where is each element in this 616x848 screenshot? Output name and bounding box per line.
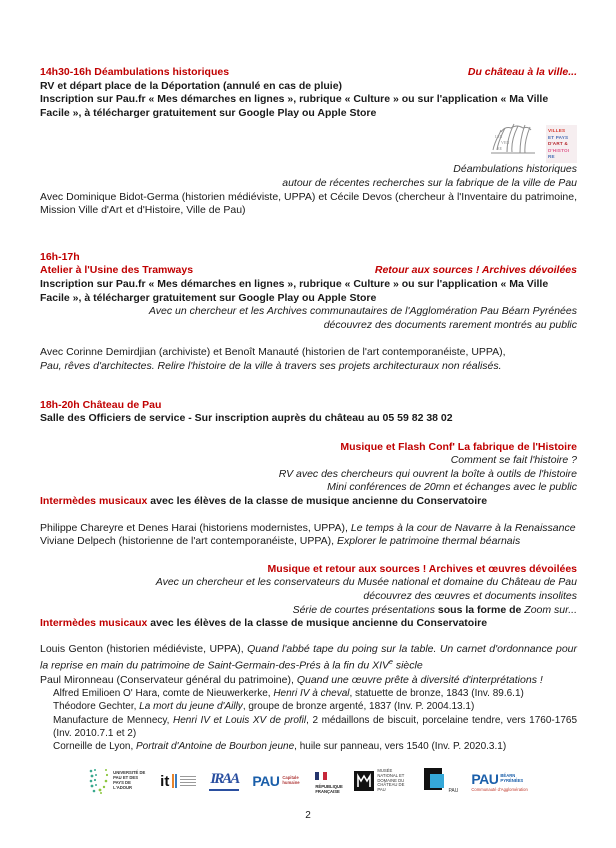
section1-heading-row — [40, 66, 577, 80]
event2-mironneau: Paul Mironneau (Conservateur général du patrimoine), Quand une œuvre prête à diversité d'interprétations ! — [40, 673, 543, 686]
section2-caption1: Avec un chercheur et les Archives communautaires de l'Agglomération Pau Béarn Pyrénées — [148, 305, 577, 318]
section3-time: 18h-20h Château de Pau — [40, 398, 162, 411]
uppa-logo: UNIVERSITÉ DE PAU ET DES PAYS DE L'ADOUR — [88, 767, 147, 795]
section1-body: Avec Dominique Bidot-Germa (historien médiéviste, UPPA) et Cécile Devos (chercheur à l'Inventaire du patrimoine, Mission Ville d'Art et d'Histoire, Ville de Pau) — [40, 190, 577, 217]
pau-bearn-pyrenees-logo: PAU BÉARN PYRÉNÉES Communauté d'Agglomération — [471, 770, 528, 792]
section1-caption-sub: autour de récentes recherches sur la fabrique de la ville de Pau — [282, 176, 577, 189]
event2-line1: Avec un chercheur et les conservateurs du Musée national et domaine du Château de Pau — [155, 576, 577, 589]
event1-speaker1: Philippe Chareyre et Denes Harai (historiens modernistes, UPPA), Le temps à la cour de Navarre à la Renaissance — [40, 521, 576, 534]
bartreu-square-icon — [430, 774, 444, 788]
republique-francaise-logo: RÉPUBLIQUE FRANÇAISE — [315, 767, 341, 795]
event1-intermede: Intermèdes musicaux avec les élèves de la classe de musique ancienne du Conservatoire — [40, 495, 488, 508]
item-lab-logo: it — [160, 773, 196, 790]
event2-line2: découvrez des œuvres et documents insolites — [363, 590, 577, 603]
uppa-dots-icon — [88, 767, 110, 795]
section2-caption2: découvrez des documents rarement montrés au public — [323, 318, 577, 331]
section1-caption-title: Déambulations historiques — [453, 163, 577, 176]
event1-intermede-label: Intermèdes musicaux — [40, 495, 148, 508]
villes-pays-art-histoire-logo: VILLES ET PAYS D'ART & D'HISTOI RE — [546, 125, 577, 163]
partner-logo-strip — [0, 767, 616, 795]
page-number: 2 — [305, 810, 311, 821]
deambulations-sketch-image — [487, 120, 539, 163]
event2-line3: Série de courtes présentations sous la forme de Zoom sur... — [292, 603, 577, 616]
artwork-item: Corneille de Lyon, Portrait d'Antoine de Bourbon jeune, huile sur panneau, vers 1540 (Inv. P. 2020.3.1) — [53, 740, 507, 752]
svg-text:L'IN: L'IN — [495, 134, 503, 140]
section1-title: 14h30-16h Déambulations historiques — [40, 66, 230, 78]
event2-title: Musique et retour aux sources ! Archives et œuvres dévoilées — [267, 562, 577, 575]
pau-capitale-humaine-logo: PAU Capitale humaine — [252, 773, 300, 789]
section2-time: 16h-17h — [40, 250, 80, 263]
svg-text:VEN: VEN — [501, 140, 510, 146]
section2-title: Atelier à l'Usine des Tramways — [40, 264, 194, 277]
section1-rv-line: RV et départ place de la Déportation (annulé en cas de pluie) — [40, 79, 343, 92]
bartreu-logo: PAU — [424, 768, 458, 794]
section2-heading-row — [40, 264, 577, 278]
event1-line3: Mini conférences de 20mn et échanges avec le public — [327, 481, 577, 494]
event1-line1: Comment se fait l'histoire ? — [450, 454, 577, 467]
artwork-item: Alfred Emilioen O' Hara, comte de Nieuwerkerke, Henri IV à cheval, statuette de bronze, 1843 (Inv. 89.6.1) — [53, 688, 524, 700]
section3-location: Salle des Officiers de service - Sur inscription auprès du château au 05 59 82 38 02 — [40, 412, 453, 425]
iraa-underline — [209, 789, 239, 791]
musee-chateau-pau-logo: MUSÉE NATIONAL ET DOMAINE DU CHÂTEAU DE PAU — [354, 769, 411, 793]
event1-speaker2: Viviane Delpech (historienne de l'art contemporanéiste, UPPA), Explorer le patrimoine thermal béarnais — [40, 535, 521, 548]
item-textlines-icon — [180, 774, 196, 788]
page-content — [40, 66, 577, 753]
section2-title-right: Retour aux sources ! Archives dévoilées — [374, 264, 577, 277]
artwork-item: Théodore Gechter, La mort du jeune d'Ailly, groupe de bronze argenté, 1837 (Inv. P. 2004.13.1) — [53, 701, 475, 713]
svg-text:RE: RE — [497, 146, 503, 152]
french-flag-icon — [315, 772, 327, 780]
event1-title: Musique et Flash Conf' La fabrique de l'Histoire — [340, 440, 577, 453]
event2-intermede-label: Intermèdes musicaux — [40, 617, 148, 630]
event2-intermede: Intermèdes musicaux avec les élèves de la classe de musique ancienne du Conservatoire — [40, 617, 488, 630]
iraa-logo: IRAA — [209, 771, 239, 791]
section2-credits-italic: Pau, rêves d'architectes. Relire l'histoire de la ville à travers ses projets architecturaux non réalisés. — [40, 359, 502, 372]
section2-inscription: Inscription sur Pau.fr « Mes démarches en lignes », rubrique « Culture » ou sur l'application « Ma Ville Facile », à télécharger gratuitement sur Google Play ou Apple Store — [40, 277, 549, 304]
artwork-item: Manufacture de Mennecy, Henri IV et Louis XV de profil, 2 médaillons de biscuit, porcelaine tendre, vers 1760-1765 (Inv. 2010.7.1 et 2) — [53, 714, 578, 739]
section1-logos — [40, 122, 577, 163]
musee-monogram-icon — [354, 771, 374, 791]
item-bars-icon — [172, 774, 177, 788]
event1-line2: RV avec des chercheurs qui ouvrent la boîte à outils de l'histoire — [278, 467, 577, 480]
section1-inscription: Inscription sur Pau.fr « Mes démarches en lignes », rubrique « Culture » ou sur l'application « Ma Ville Facile », à télécharger gratuitement sur Google Play ou Apple Store — [40, 93, 549, 119]
section1-title-right: Du château à la ville... — [467, 66, 577, 78]
event2-genton: Louis Genton (historien médiéviste, UPPA), Quand l'abbé tape du poing sur la table. Un carnet d'ordonnance pour la reprise en main du patrimoine de Saint-Germain-des-Prés à la fin du XIVe siècle — [40, 642, 577, 672]
section2-credits: Avec Corinne Demirdjian (archiviste) et Benoît Manauté (historien de l'art contemporanéiste, UPPA), — [40, 346, 506, 359]
